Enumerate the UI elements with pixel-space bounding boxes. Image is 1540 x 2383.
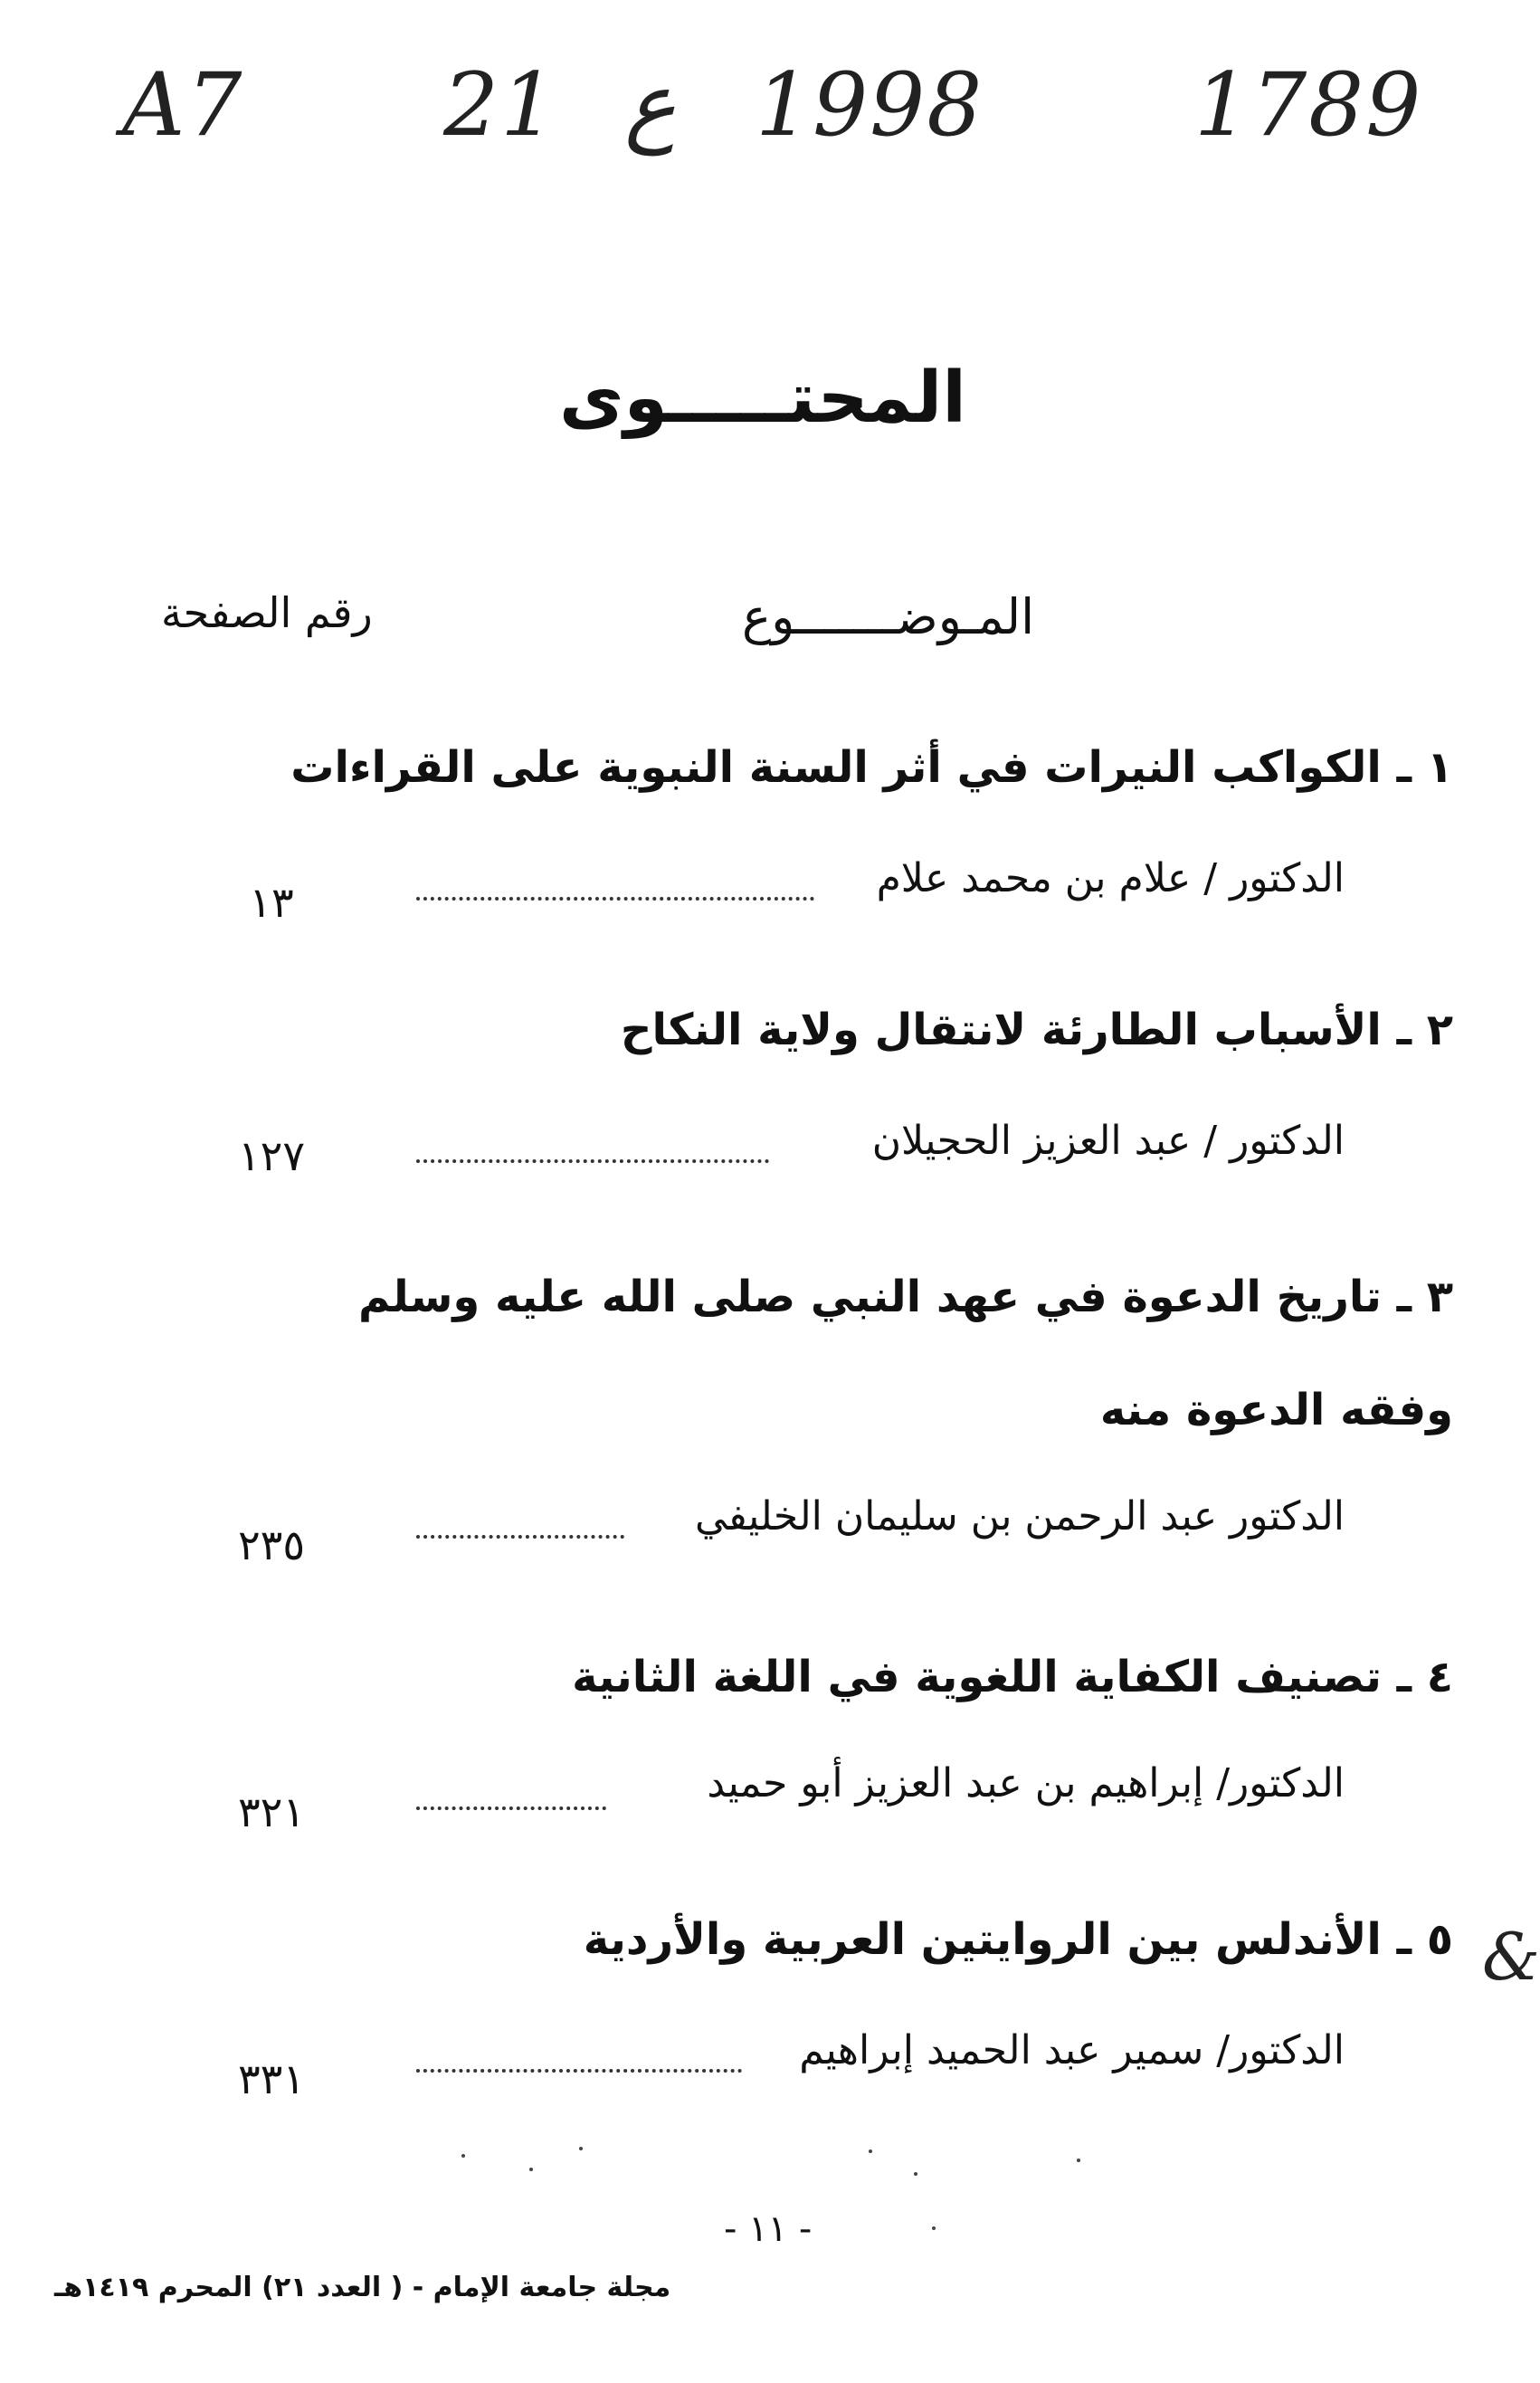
entry-5-leader-dots: [416, 2064, 742, 2073]
entry-4-title: ٤ ـ تصنيف الكفاية اللغوية في اللغة الثانية: [572, 1652, 1453, 1702]
entry-1-author: الدكتور / علام بن محمد علام: [876, 855, 1345, 901]
handwritten-issue: 21: [443, 54, 558, 156]
entry-4-page-number: ٣٢١: [237, 1787, 306, 1836]
entry-1-leader-dots: [416, 891, 814, 901]
page-title: المحتـــــوى: [558, 357, 967, 439]
handwritten-code: A7: [122, 54, 244, 156]
page-number: - ١١ -: [724, 2208, 813, 2250]
entry-3-title: ٣ ـ تاريخ الدعوة في عهد النبي صلى الله عليه وسلم: [357, 1272, 1453, 1322]
entry-4-leader-dots: [416, 1801, 606, 1810]
journal-footer: مجلة جامعة الإمام - ( العدد ٢١) المحرم ١٤١٩هـ: [54, 2272, 671, 2303]
entry-2-author: الدكتور / عبد العزيز الحجيلان: [871, 1118, 1345, 1164]
scan-speck: [932, 2226, 936, 2230]
scan-speck: [461, 2154, 465, 2158]
entry-4-author: الدكتور/ إبراهيم بن عبد العزيز أبو حميد: [707, 1760, 1345, 1806]
scan-speck: [529, 2168, 533, 2171]
entry-3-author: الدكتور عبد الرحمن بن سليمان الخليفي: [695, 1493, 1345, 1539]
scan-speck: [914, 2172, 917, 2176]
entry-5-page-number: ٣٣١: [237, 2054, 306, 2103]
handwritten-year: 1998: [756, 54, 984, 156]
handwritten-margin-mark: &: [1482, 1919, 1540, 1995]
scan-speck: [1077, 2159, 1080, 2162]
scan-speck: [579, 2147, 583, 2150]
entry-1-page-number: ١٣: [249, 878, 294, 927]
entry-3-page-number: ٢٣٥: [237, 1520, 306, 1569]
entry-5-title: ٥ ـ الأندلس بين الروايتين العربية والأردية: [583, 1914, 1453, 1965]
entry-3-title-continued: وفقه الدعوة منه: [1099, 1385, 1453, 1435]
column-heading-page: رقم الصفحة: [161, 588, 373, 637]
entry-3-leader-dots: [416, 1530, 624, 1539]
entry-5-author: الدكتور/ سمير عبد الحميد إبراهيم: [799, 2027, 1345, 2073]
column-heading-subject: المـوضـــــــوع: [742, 588, 1035, 645]
entry-2-leader-dots: [416, 1154, 769, 1163]
entry-1-title: ١ ـ الكواكب النيرات في أثر السنة النبوية على القراءات: [290, 742, 1453, 793]
handwritten-letter: ع: [624, 54, 677, 156]
scan-speck: [869, 2149, 872, 2153]
handwritten-number: 1789: [1194, 54, 1423, 156]
entry-2-page-number: ١٢٧: [237, 1131, 306, 1180]
entry-2-title: ٢ ـ الأسباب الطارئة لانتقال ولاية النكاح: [620, 1005, 1453, 1055]
